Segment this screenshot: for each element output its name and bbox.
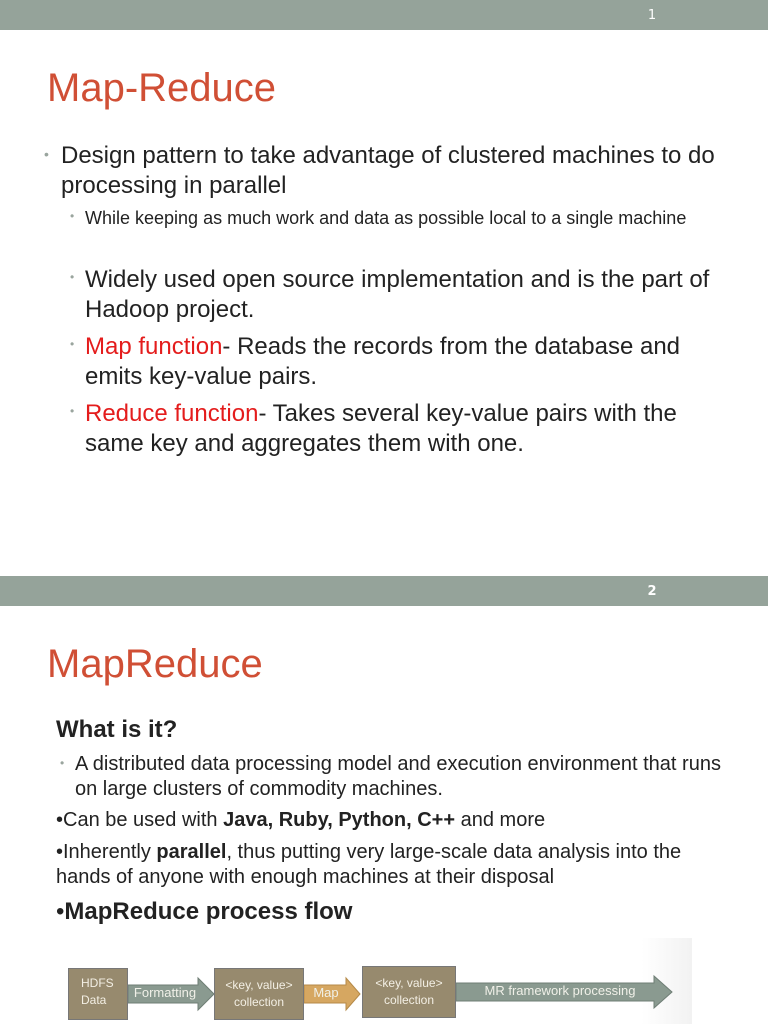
bullet-parallel <box>56 840 736 890</box>
slide-title: Map-Reduce <box>47 66 277 110</box>
flow-heading-text: MapReduce process flow <box>64 898 353 925</box>
slide-2 <box>0 576 768 1024</box>
languages-suffix: and more <box>455 809 546 831</box>
bullet-languages <box>56 808 736 833</box>
reduce-function-label: Reduce function <box>85 400 259 427</box>
hdfs-data-box <box>68 968 128 1020</box>
languages-list: Java, Ruby, Python, C++ <box>223 809 456 831</box>
process-flow-heading <box>56 897 352 927</box>
map-function-label: Map function <box>85 333 223 360</box>
slide-number: 1 <box>647 8 657 23</box>
bullet-hadoop: Widely used open source implementation and is the part of Hadoop project. <box>85 266 710 323</box>
bullet-icon: • <box>60 756 65 770</box>
map-label: Map <box>313 985 339 1000</box>
collection-label: collection <box>383 993 435 1007</box>
flow-heading-bullet: • <box>56 898 65 925</box>
parallel-suffix: , thus putting very large-scale data analysis into the hands of anyone with enough machines at their disposal <box>56 841 682 888</box>
mr-framework-label: MR framework processing <box>484 983 636 998</box>
bullet-icon: • <box>70 337 75 351</box>
key-value-label: <key, value> <box>225 978 293 992</box>
bullet-design-pattern: Design pattern to take advantage of clustered machines to do processing in parallel <box>61 142 715 199</box>
bullet-icon: • <box>44 146 49 162</box>
bullet-reduce-function <box>85 399 735 459</box>
languages-prefix: •Can be used with <box>56 809 224 831</box>
key-value-collection-box-1 <box>214 968 304 1020</box>
key-value-collection-box-2 <box>362 966 456 1018</box>
parallel-prefix: •Inherently <box>56 841 157 863</box>
bullet-icon: • <box>70 270 75 284</box>
slide-title: MapReduce <box>47 642 263 686</box>
slide-number: 2 <box>647 584 657 599</box>
bullet-local-work: While keeping as much work and data as possible local to a single machine <box>85 208 687 228</box>
bullet-distributed-model: A distributed data processing model and execution environment that runs on large clusters of commodity machines. <box>75 753 721 800</box>
bullet-icon: • <box>70 404 75 418</box>
collection-label: collection <box>233 995 285 1009</box>
hdfs-label: HDFS <box>81 976 114 990</box>
formatting-label: Formatting <box>133 985 197 1000</box>
map-function-text: - Reads the records from the database and emits key-value pairs. <box>85 333 681 390</box>
bullet-icon: • <box>70 209 75 223</box>
parallel-word: parallel <box>156 841 227 863</box>
bullet-map-function <box>85 332 735 392</box>
reduce-function-text: - Takes several key-value pairs with the same key and aggregates them with one. <box>85 400 677 457</box>
process-flow-diagram <box>60 938 692 1024</box>
what-is-it-heading: What is it? <box>56 716 178 743</box>
data-label: Data <box>81 993 107 1007</box>
key-value-label: <key, value> <box>375 976 443 990</box>
